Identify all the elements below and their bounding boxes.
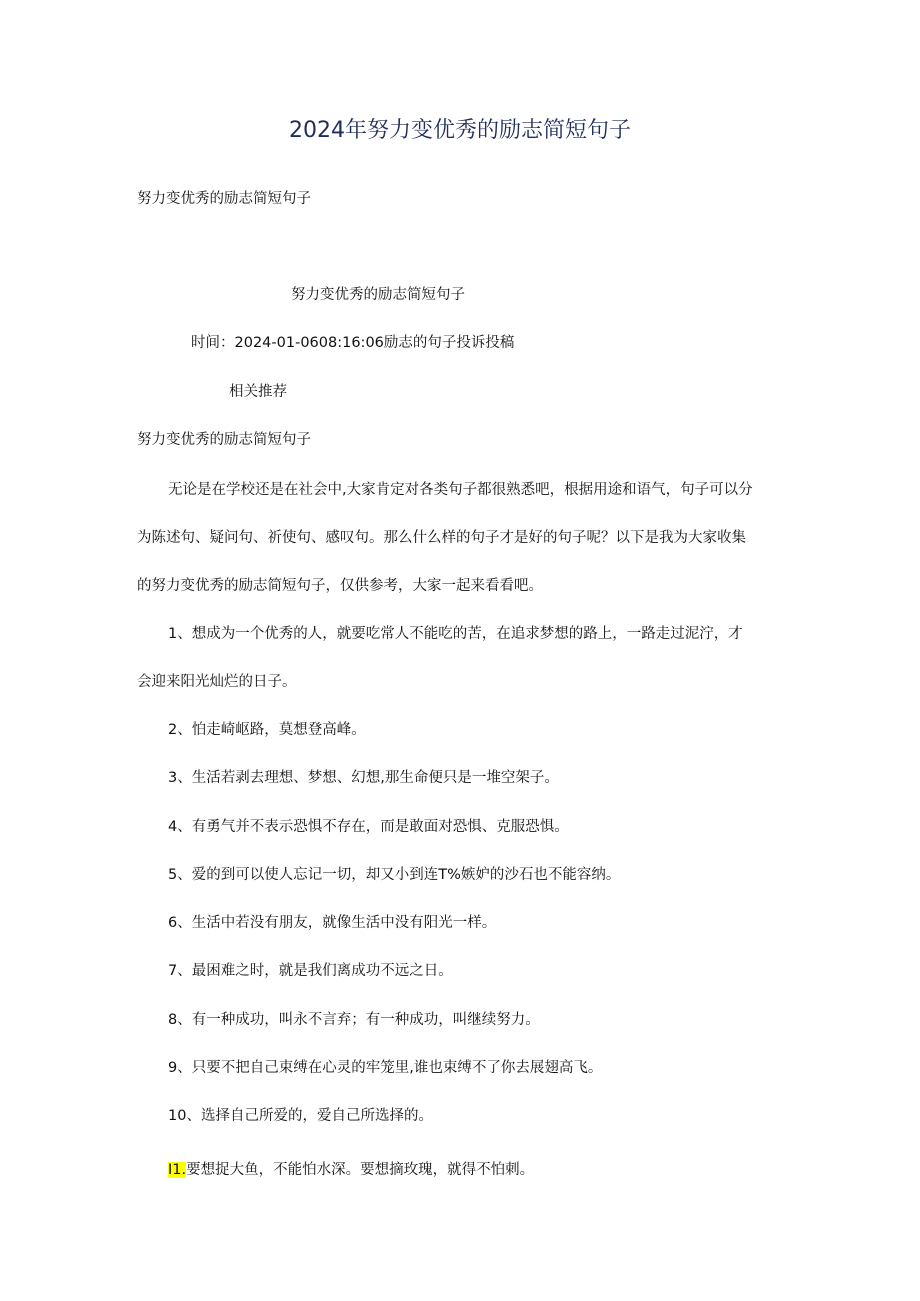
highlighted-number: I1. <box>168 1162 187 1178</box>
list-item: 5、爱的到可以使人忘记一切，却又小到连T%嫉妒的沙石也不能容纳。 <box>168 867 621 883</box>
related-label: 相关推荐 <box>229 384 287 400</box>
list-item: 3、生活若剥去理想、梦想、幻想,那生命便只是一堆空架子。 <box>168 770 559 786</box>
list-item: 6、生活中若没有朋友，就像生活中没有阳光一样。 <box>168 915 497 931</box>
section-heading: 努力变优秀的励志简短句子 <box>137 432 311 448</box>
list-item: 8、有一种成功，叫永不言弃；有一种成功，叫继续努力。 <box>168 1012 540 1028</box>
list-item: 10、选择自己所爱的，爱自己所选择的。 <box>168 1108 433 1124</box>
document-subtitle: 努力变优秀的励志简短句子 <box>137 191 311 207</box>
intro-line: 的努力变优秀的励志简短句子，仅供参考，大家一起来看看吧。 <box>137 578 543 594</box>
list-item: 9、只要不把自己束缚在心灵的牢笼里,谁也束缚不了你去展翅高飞。 <box>168 1060 603 1076</box>
document-title: 2024年努力变优秀的励志简短句子 <box>289 118 631 143</box>
list-item-continuation: 会迎来阳光灿烂的日子。 <box>137 674 297 690</box>
meta-line: 时间：2024-01-0608:16:06励志的句子投诉投稿 <box>191 335 515 351</box>
inner-title: 努力变优秀的励志简短句子 <box>291 287 465 303</box>
list-item: 7、最困难之时，就是我们离成功不远之日。 <box>168 963 453 979</box>
list-item: 4、有勇气并不表示恐惧不存在，而是敢面对恐惧、克服恐惧。 <box>168 819 569 835</box>
intro-line: 无论是在学校还是在社会中,大家肯定对各类句子都很熟悉吧，根据用途和语气，句子可以分 <box>168 482 753 498</box>
list-item: 1、想成为一个优秀的人，就要吃常人不能吃的苦，在追求梦想的路上，一路走过泥泞，才 <box>168 626 743 642</box>
list-item: 2、怕走崎岖路，莫想登高峰。 <box>168 722 366 738</box>
list-item-text: 要想捉大鱼，不能怕水深。要想摘玫瑰，就得不怕刺。 <box>186 1162 535 1178</box>
list-item <box>168 1160 534 1180</box>
intro-line: 为陈述句、疑问句、祈使句、感叹句。那么什么样的句子才是好的句子呢？以下是我为大家收集 <box>137 530 746 546</box>
